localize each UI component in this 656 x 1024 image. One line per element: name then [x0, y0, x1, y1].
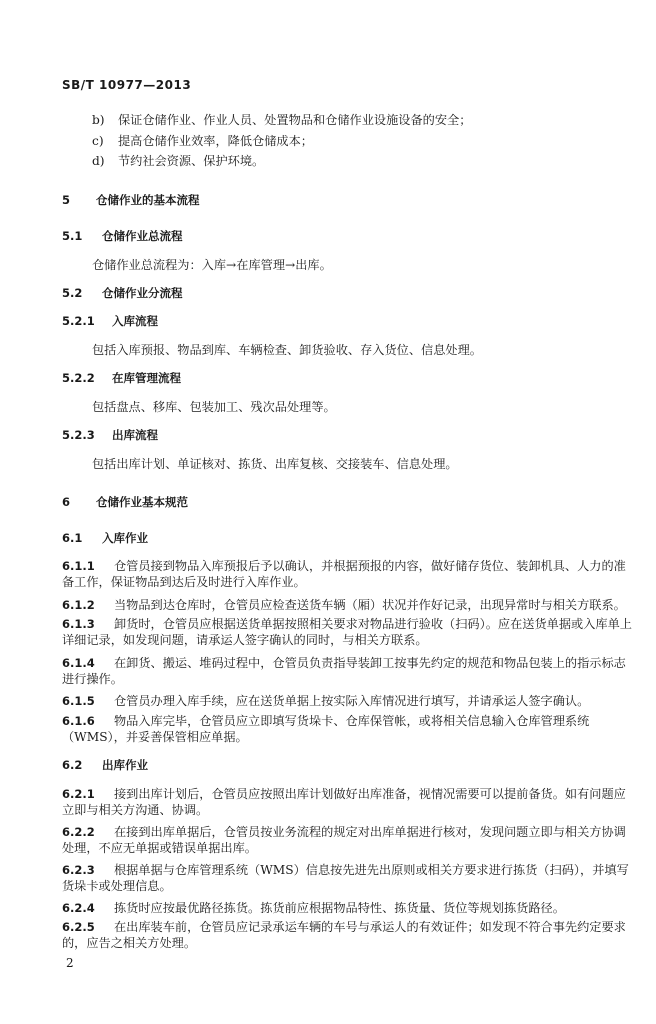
section-heading-6: 6 仓储作业基本规范 [62, 495, 188, 509]
section-body-5-2-2: 包括盘点、移库、包装加工、残次品处理等。 [92, 400, 336, 414]
clause-6-1-5: 6.1.5 仓管员办理入库手续，应在送货单据上按实际入库情况进行填写，并请承运人签字确认。 [62, 694, 590, 708]
list-item [92, 112, 471, 128]
clause-6-1-2: 6.1.2 当物品到达仓库时，仓管员应检查送货车辆（厢）状况并作好记录，出现异常时与相关方联系。 [62, 598, 626, 612]
clause-6-1-1: 6.1.1 仓管员接到物品入库预报后予以确认，并根据预报的内容，做好储存货位、装卸机具、人力的准备工作，保证物品到达后及时进行入库作业。 [62, 559, 626, 589]
page-number: 2 [66, 956, 74, 970]
clause-6-1-4: 6.1.4 在卸货、搬运、堆码过程中，仓管员负责指导装卸工按事先约定的规范和物品包装上的指示标志进行操作。 [62, 656, 626, 686]
clause-6-2-3: 6.2.3 根据单据与仓库管理系统（WMS）信息按先进先出原则或相关方要求进行拣货（扫码），并填写货垛卡或处理信息。 [62, 863, 629, 893]
list-item [92, 133, 313, 149]
section-heading-5: 5 仓储作业的基本流程 [62, 193, 200, 207]
list-text: 保证仓储作业、作业人员、处置物品和仓储作业设施设备的安全； [118, 113, 472, 127]
clause-6-1-6: 6.1.6 物品入库完毕，仓管员应立即填写货垛卡、仓库保管帐，或将相关信息输入仓库管理系统（WMS），并妥善保管相应单据。 [62, 714, 590, 744]
section-heading-5-2: 5.2 仓储作业分流程 [62, 286, 183, 300]
section-heading-5-1: 5.1 仓储作业总流程 [62, 229, 183, 243]
standard-code: SB/T 10977—2013 [62, 78, 192, 92]
section-heading-6-2: 6.2 出库作业 [62, 758, 148, 772]
section-body-5-2-3: 包括出库计划、单证核对、拣货、出库复核、交接装车、信息处理。 [92, 457, 458, 471]
clause-6-1-3: 6.1.3 卸货时，仓管员应根据送货单据按照相关要求对物品进行验收（扫码）。应在送货单据或入库单上详细记录，如发现问题，请承运人签字确认的同时，与相关方联系。 [62, 617, 632, 647]
clause-6-2-1: 6.2.1 接到出库计划后，仓管员应按照出库计划做好出库准备，视情况需要可以提前备货。如有问题应立即与相关方沟通、协调。 [62, 787, 626, 817]
list-item [92, 153, 264, 169]
section-heading-5-2-3: 5.2.3 出库流程 [62, 428, 158, 442]
clause-6-2-5: 6.2.5 在出库装车前，仓管员应记录承运车辆的车号与承运人的有效证件；如发现不符合事先约定要求的，应告之相关方处理。 [62, 920, 626, 950]
clause-6-2-4: 6.2.4 拣货时应按最优路径拣货。拣货前应根据物品特性、拣货量、货位等规划拣货路径。 [62, 901, 565, 915]
list-text: 节约社会资源、保护环境。 [118, 154, 265, 168]
section-heading-5-2-2: 5.2.2 在库管理流程 [62, 371, 181, 385]
list-marker: d) [92, 154, 105, 168]
section-heading-6-1: 6.1 入库作业 [62, 531, 148, 545]
section-body-5-2-1: 包括入库预报、物品到库、车辆检查、卸货验收、存入货位、信息处理。 [92, 343, 482, 357]
clause-6-2-2: 6.2.2 在接到出库单据后，仓管员按业务流程的规定对出库单据进行核对，发现问题立即与相关方协调处理，不应无单据或错误单据出库。 [62, 825, 626, 855]
section-body-5-1: 仓储作业总流程为：入库→在库管理→出库。 [92, 258, 332, 272]
list-text: 提高仓储作业效率，降低仓储成本； [118, 134, 313, 148]
list-marker: b) [92, 113, 105, 127]
list-marker: c) [92, 134, 104, 148]
section-heading-5-2-1: 5.2.1 入库流程 [62, 314, 158, 328]
